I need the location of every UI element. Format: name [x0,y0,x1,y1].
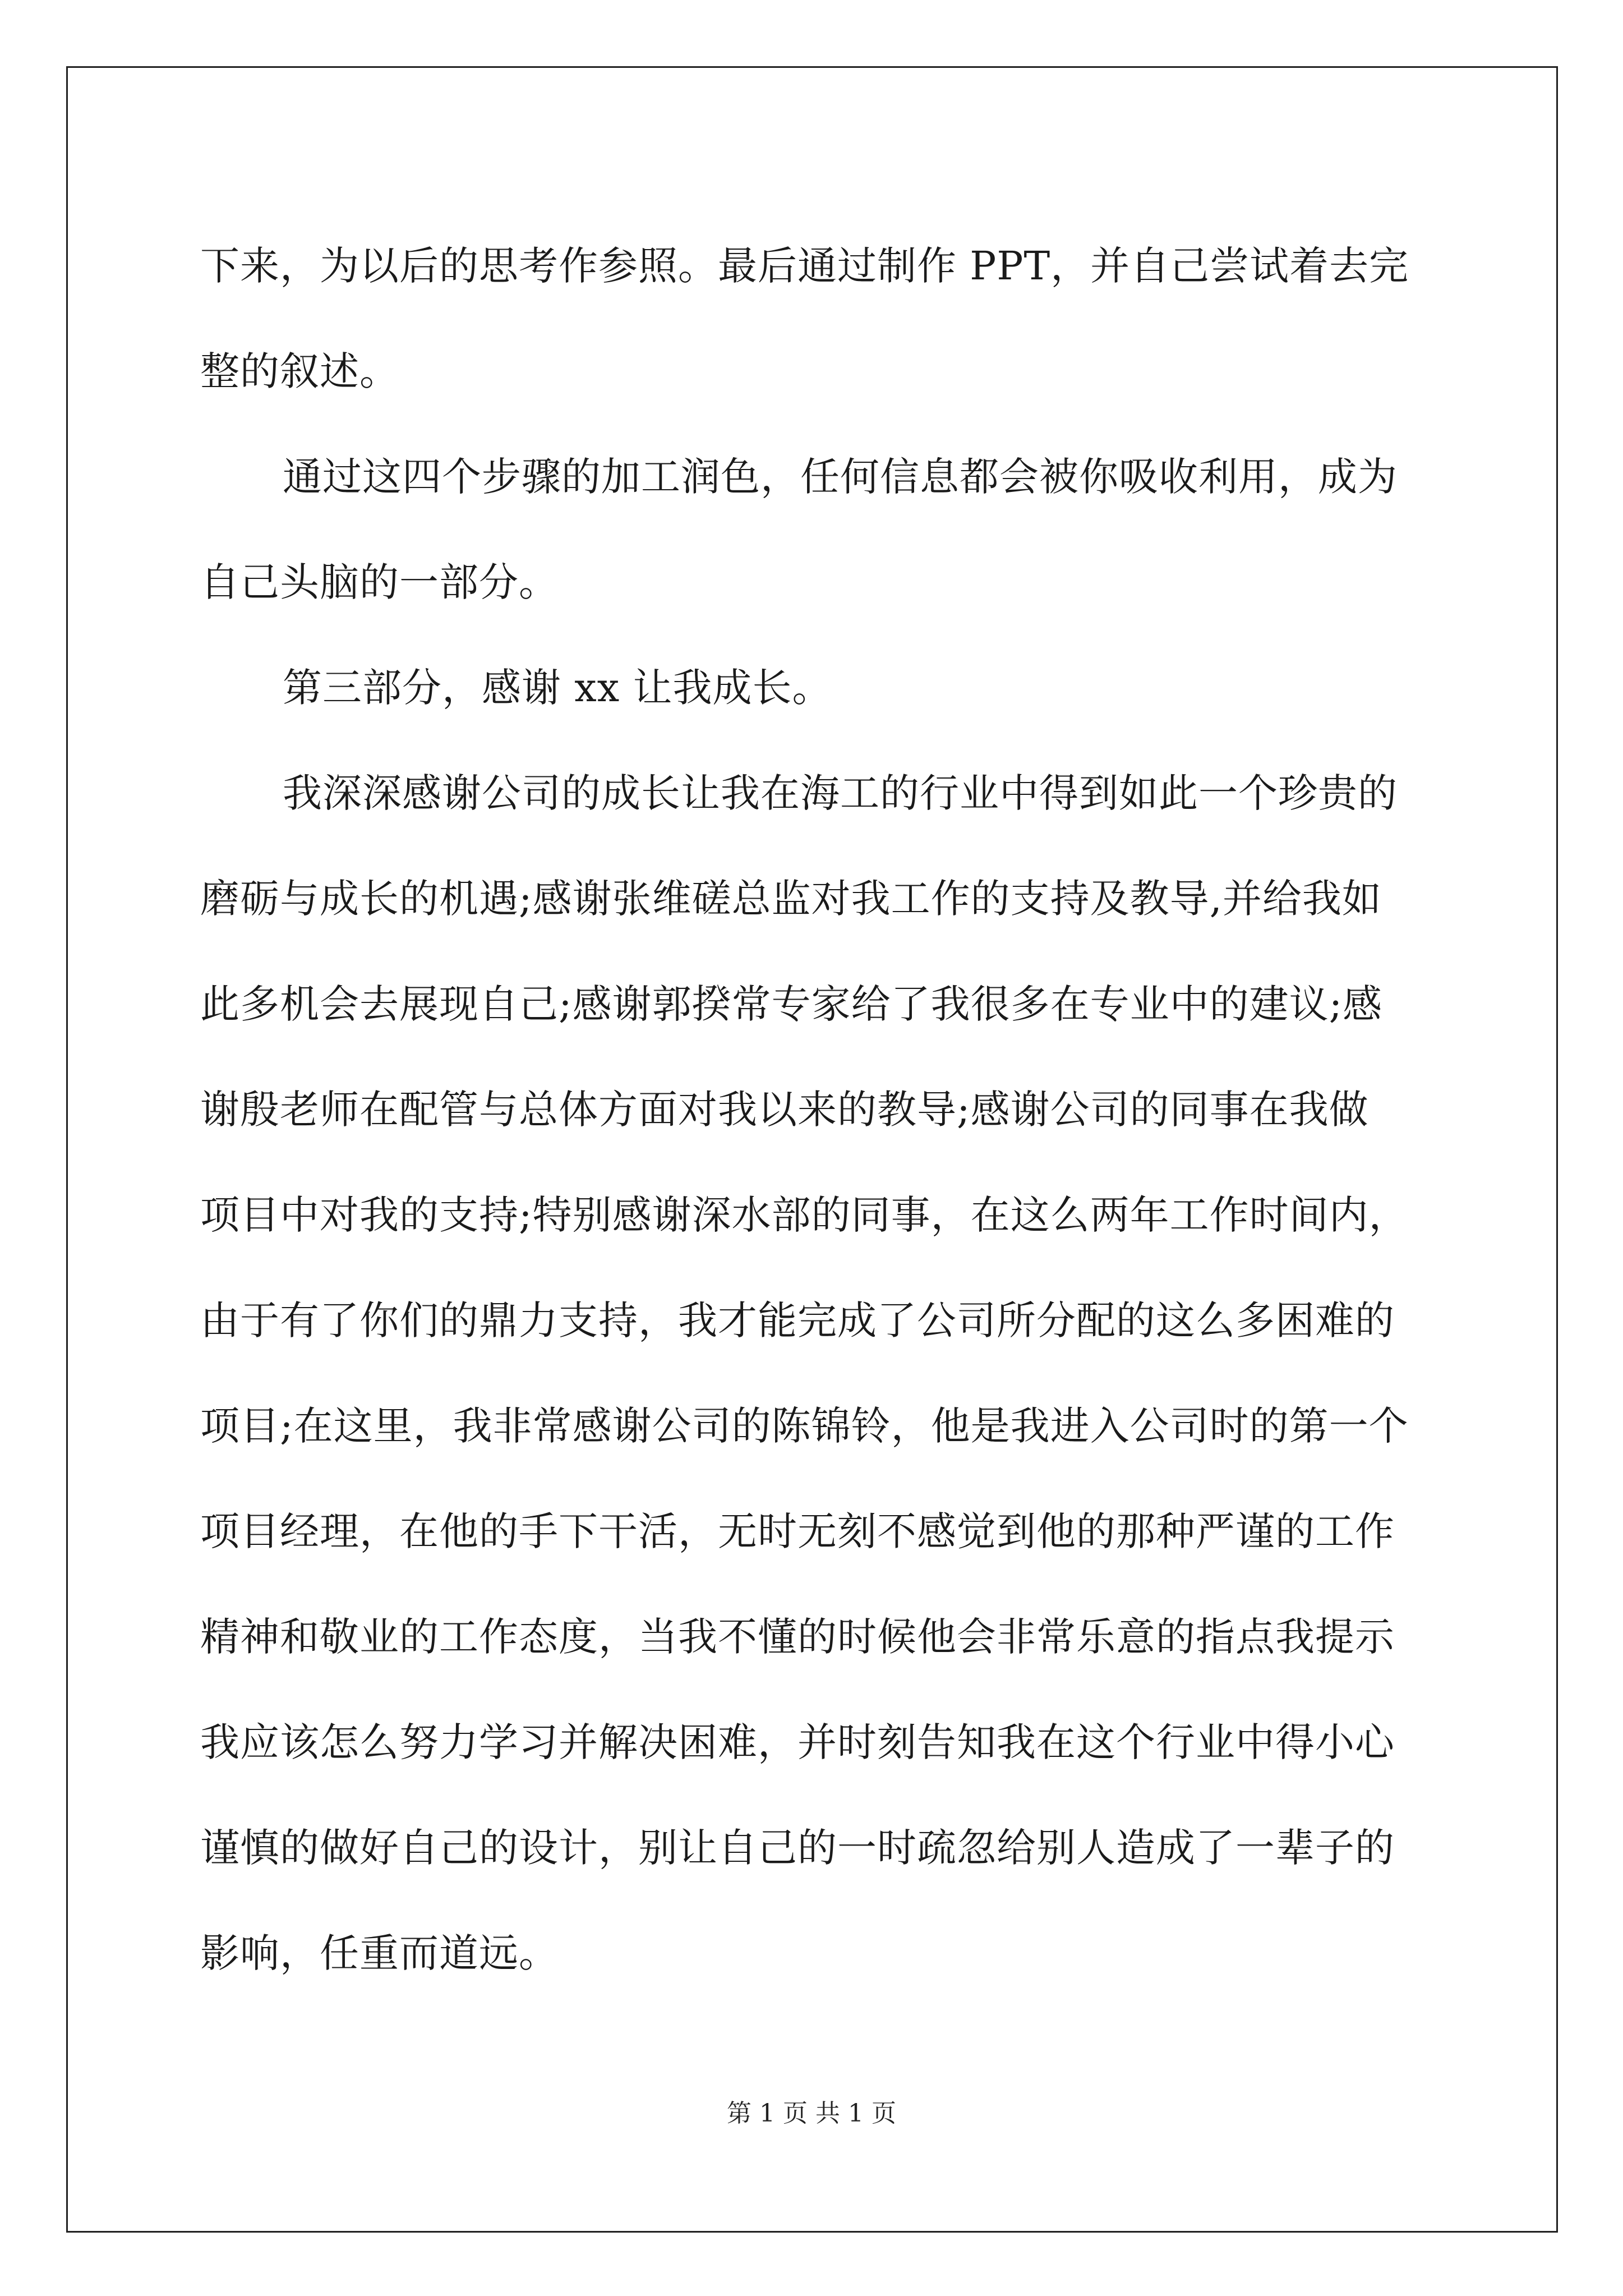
text-line: 磨砺与成长的机遇;感谢张维磋总监对我工作的支持及教导,并给我如 [200,876,1382,922]
text-line: 我深深感谢公司的成长让我在海工的行业中得到如此一个珍贵的 [283,770,1398,816]
text-line: 由于有了你们的鼎力支持，我才能完成了公司所分配的这么多困难的 [200,1297,1395,1343]
document-body [200,213,1462,2006]
paragraph-4 [200,740,1462,2006]
text-line: 此多机会去展现自己;感谢郭揆常专家给了我很多在专业中的建议;感 [200,981,1383,1027]
text-line: 通过这四个步骤的加工润色，任何信息都会被你吸收利用，成为 [283,454,1398,500]
text-line: 下来，为以后的思考作参照。最后通过制作 PPT，并自己尝试着去完 [200,243,1409,289]
page-footer: 第 1 页 共 1 页 [727,2099,896,2128]
text-line: 整的叙述。 [200,348,399,394]
text-line: 项目经理，在他的手下干活，无时无刻不感觉到他的那种严谨的工作 [200,1508,1395,1554]
paragraph-2 [200,424,1462,635]
text-line: 项目;在这里，我非常感谢公司的陈锦铃，他是我进入公司时的第一个 [200,1403,1409,1449]
text-line: 影响，任重而道远。 [200,1930,559,1976]
text-line: 谢殷老师在配管与总体方面对我以来的教导;感谢公司的同事在我做 [200,1087,1369,1133]
text-line: 项目中对我的支持;特别感谢深水部的同事，在这么两年工作时间内， [200,1192,1409,1238]
text-line: 谨慎的做好自己的设计，别让自己的一时疏忽给别人造成了一辈子的 [200,1825,1395,1871]
text-line: 精神和敬业的工作态度，当我不懂的时候他会非常乐意的指点我提示 [200,1614,1395,1660]
text-line: 自己头脑的一部分。 [200,559,559,605]
paragraph-1 [200,213,1462,424]
section-heading: 第三部分，感谢 xx 让我成长。 [283,665,832,711]
paragraph-3 [200,635,1462,740]
text-line: 我应该怎么努力学习并解决困难，并时刻告知我在这个行业中得小心 [200,1719,1395,1765]
